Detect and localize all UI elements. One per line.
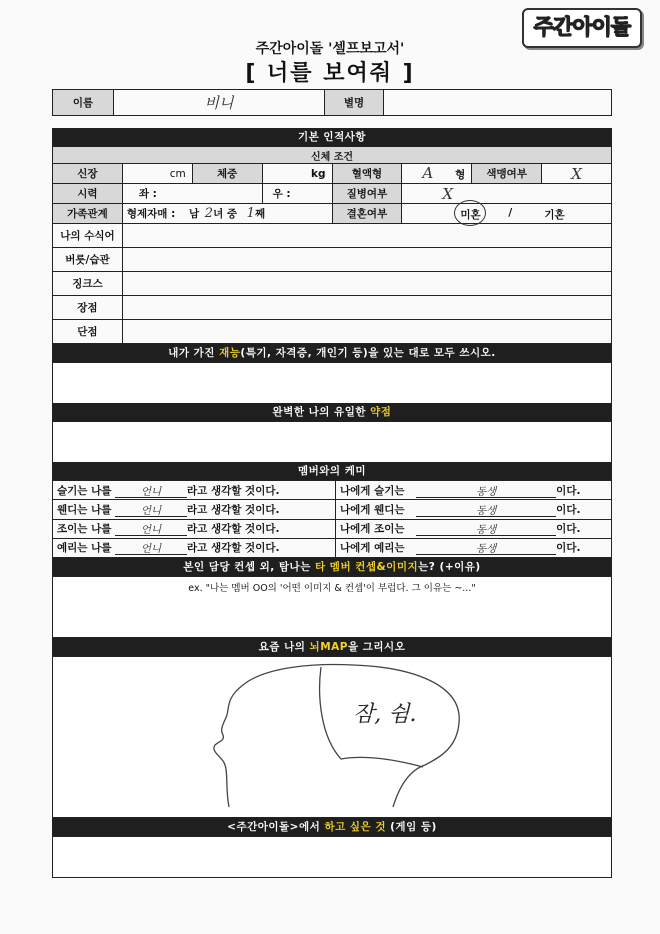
height-label: 신장 — [53, 164, 123, 184]
eyesight-label: 시력 — [53, 184, 123, 204]
siblings-rank: 째 — [254, 208, 266, 220]
chemistry-left-label: 슬기는 나를 — [57, 484, 112, 497]
disease-label: 질병여부 — [332, 184, 402, 204]
concept-answer-box[interactable] — [52, 576, 612, 638]
chemistry-row — [53, 500, 612, 519]
trait-label: 나의 수식어 — [53, 224, 123, 248]
trait-value[interactable] — [122, 248, 611, 272]
chemistry-right-label: 나에게 슬기는 — [340, 484, 405, 497]
chemistry-right-value[interactable]: 동생 — [416, 484, 556, 498]
weakness-header-highlight: 약점 — [370, 406, 392, 418]
wish-header-post: (게임 등) — [385, 821, 437, 833]
concept-header-pre: 본인 담당 컨셉 외, 탐나는 — [183, 561, 315, 573]
concept-header-highlight: 타 멤버 컨셉&이미지 — [315, 561, 419, 573]
marriage-label: 결혼여부 — [332, 204, 402, 224]
chemistry-left-label: 조이는 나를 — [57, 523, 112, 536]
blood-type-label: 혈액형 — [332, 164, 402, 184]
chemistry-row — [53, 481, 612, 500]
chemistry-left-suffix: 라고 생각할 것이다. — [187, 484, 280, 497]
chemistry-row — [53, 538, 612, 557]
chemistry-table — [52, 480, 612, 558]
blood-type-value[interactable] — [402, 164, 472, 184]
chemistry-left-value[interactable]: 언니 — [115, 484, 187, 498]
chemistry-left-label: 웬디는 나를 — [57, 503, 112, 516]
trait-label: 장점 — [53, 296, 123, 320]
chemistry-left-label: 예리는 나를 — [57, 542, 112, 555]
chemistry-right-label: 나에게 예리는 — [340, 542, 405, 555]
basic-info-header: 기본 인적사항 — [52, 128, 612, 146]
marriage-field[interactable] — [402, 204, 612, 224]
weight-label: 체중 — [192, 164, 262, 184]
wish-answer-box[interactable] — [52, 836, 612, 878]
trait-label: 단점 — [53, 320, 123, 344]
siblings-rank-number: 1 — [246, 206, 255, 221]
height-unit[interactable]: cm — [122, 164, 192, 184]
name-value[interactable]: 비니 — [114, 90, 325, 116]
chemistry-left-suffix: 라고 생각할 것이다. — [187, 542, 280, 555]
trait-label: 징크스 — [53, 272, 123, 296]
form-title: [ 너를 보여줘 ] — [245, 61, 415, 86]
disease-value[interactable]: X — [402, 184, 612, 204]
siblings-female-count: 2 — [204, 206, 214, 221]
eyesight-right[interactable]: 우 : — [262, 184, 332, 204]
chemistry-right-value[interactable]: 동생 — [416, 503, 556, 517]
talent-header-post: (특기, 자격증, 개인기 등)을 있는 대로 모두 쓰시오. — [240, 347, 496, 359]
talent-header — [52, 344, 612, 362]
talent-answer-box[interactable] — [52, 362, 612, 404]
siblings-female: 녀 중 — [213, 208, 238, 220]
chemistry-right-label: 나에게 조이는 — [340, 523, 405, 536]
blood-type-unit: 형 — [455, 169, 466, 181]
brainmap-header-highlight: 뇌MAP — [309, 641, 348, 653]
trait-value[interactable] — [122, 320, 611, 344]
chemistry-row — [53, 519, 612, 538]
colorblind-value[interactable]: X — [542, 164, 612, 184]
weakness-answer-box[interactable] — [52, 421, 612, 463]
siblings-field[interactable] — [122, 204, 332, 224]
single-option: 미혼 — [460, 209, 481, 221]
brainmap-header-pre: 요즘 나의 — [258, 641, 310, 653]
chemistry-right-suffix: 이다. — [556, 542, 581, 555]
show-logo: 주간아이돌 — [522, 8, 642, 48]
basic-info-table — [52, 146, 612, 344]
chemistry-left-value[interactable]: 언니 — [115, 522, 187, 536]
form-subtitle: 주간아이돌 '셀프보고서' — [255, 41, 405, 57]
chemistry-header: 멤버와의 케미 — [52, 462, 612, 480]
siblings-male: 남 — [188, 208, 200, 220]
brainmap-header-post: 을 그리시오 — [347, 641, 406, 653]
marriage-slash: / — [508, 207, 513, 219]
body-condition-header: 신체 조건 — [53, 147, 612, 164]
nickname-value[interactable] — [384, 90, 612, 116]
concept-example: ex. "나는 멤버 OO의 '어떤 이미지 & 컨셉'이 부럽다. 그 이유는 ~..." — [188, 583, 476, 594]
weakness-header-pre: 완벽한 나의 유일한 — [272, 406, 371, 418]
chemistry-right-value[interactable]: 동생 — [416, 522, 556, 536]
name-row — [52, 89, 612, 116]
trait-label: 버릇/습관 — [53, 248, 123, 272]
brainmap-header — [52, 638, 612, 656]
chemistry-right-suffix: 이다. — [556, 484, 581, 497]
concept-header — [52, 558, 612, 576]
siblings-label: 형제자매 : — [126, 208, 176, 220]
trait-value[interactable] — [122, 224, 611, 248]
blood-type-handwritten: A — [422, 164, 434, 182]
colorblind-label: 색맹여부 — [472, 164, 542, 184]
chemistry-left-suffix: 라고 생각할 것이다. — [187, 503, 280, 516]
chemistry-left-value[interactable]: 언니 — [115, 541, 187, 555]
chemistry-right-suffix: 이다. — [556, 503, 581, 516]
chemistry-right-suffix: 이다. — [556, 523, 581, 536]
weakness-header — [52, 403, 612, 421]
weight-unit[interactable]: kg — [262, 164, 332, 184]
chemistry-right-label: 나에게 웬디는 — [340, 503, 405, 516]
trait-value[interactable] — [122, 296, 611, 320]
wish-header-pre: <주간아이돌>에서 — [227, 821, 325, 833]
single-circle-mark — [454, 200, 486, 226]
wish-header — [52, 818, 612, 836]
talent-header-highlight: 재능 — [219, 347, 241, 359]
family-label: 가족관계 — [53, 204, 123, 224]
chemistry-left-suffix: 라고 생각할 것이다. — [187, 523, 280, 536]
concept-header-post: 는? (+이유) — [418, 561, 481, 573]
talent-header-pre: 내가 가진 — [168, 347, 220, 359]
brainmap-handwritten-text: 잠, 쉼. — [353, 702, 417, 727]
eyesight-left[interactable]: 좌 : — [122, 184, 262, 204]
wish-header-highlight: 하고 싶은 것 — [324, 821, 386, 833]
nickname-label: 별명 — [325, 90, 384, 116]
name-label: 이름 — [53, 90, 114, 116]
brainmap-drawing-area[interactable] — [52, 656, 612, 818]
chemistry-right-value[interactable]: 동생 — [416, 541, 556, 555]
trait-value[interactable] — [122, 272, 611, 296]
married-option: 기혼 — [544, 209, 565, 221]
head-outline — [214, 665, 459, 807]
head-profile-drawing — [53, 657, 611, 817]
chemistry-left-value[interactable]: 언니 — [115, 503, 187, 517]
